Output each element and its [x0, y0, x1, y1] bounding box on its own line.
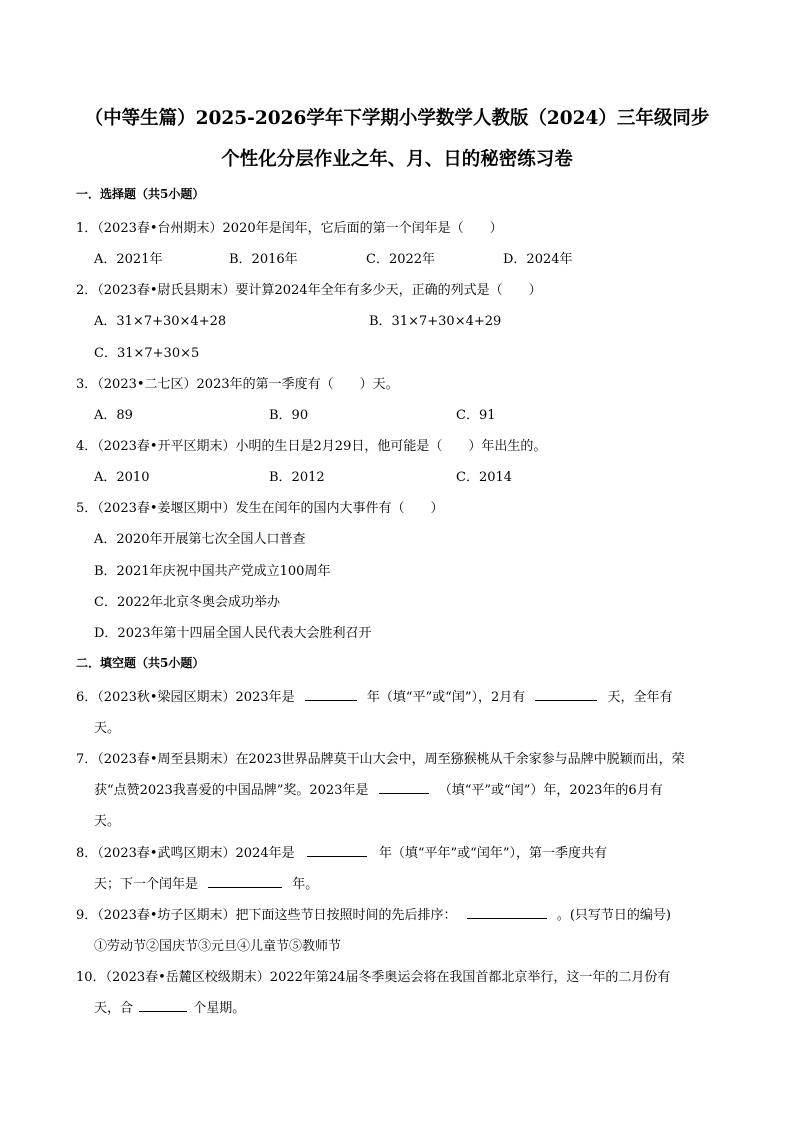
question-5-option-b: B．2021年庆祝中国共产党成立100周年	[94, 564, 331, 579]
question-6-line-2	[94, 717, 120, 736]
question-5-option-a: A．2020年开展第七次全国人口普查	[94, 532, 306, 547]
question-3-stem: 3．（2023•二七区）2023年的第一季度有（ ）天。	[76, 377, 399, 392]
question-3-option-c: C．91	[456, 408, 496, 423]
question-7-line-1: 7．（2023春•周至县期末）在2023世界品牌莫干山大会中，周至猕猴桃从千余家参与品牌中脱颖而出，荣	[76, 752, 685, 767]
question-8-line-1	[76, 842, 607, 861]
question-9-text-b: 。(只写节日的编号)	[556, 908, 671, 923]
question-10-blank[interactable]	[139, 999, 187, 1012]
question-8-line-2	[94, 873, 318, 892]
question-3-option-a: A．89	[94, 408, 133, 423]
page-subtitle: 个性化分层作业之年、月、日的秘密练习卷	[221, 149, 573, 170]
question-4-option-a: A．2010	[94, 470, 150, 485]
question-1-option-a: A．2021年	[94, 252, 163, 267]
question-9-items: ①劳动节②国庆节③元旦④儿童节⑤教师节	[94, 939, 342, 954]
question-6-line-1	[76, 686, 673, 705]
question-1-stem: 1．（2023春•台州期末）2020年是闰年，它后面的第一个闰年是（ ）	[76, 221, 503, 236]
question-2-option-b: B．31×7+30×4+29	[369, 314, 502, 329]
question-1-option-b: B．2016年	[229, 252, 298, 267]
question-4-option-c: C．2014	[456, 470, 513, 485]
question-6-text-c: 天，全年有	[607, 690, 673, 705]
question-8-text-c: 天；下一个闰年是	[94, 877, 199, 892]
question-4-stem: 4．（2023春•开平区期末）小明的生日是2月29日，他可能是（ ）年出生的。	[76, 439, 547, 454]
question-9-blank[interactable]	[467, 906, 547, 919]
question-9-text-a: 9．（2023春•坊子区期末）把下面这些节日按照时间的先后排序：	[76, 908, 457, 923]
question-8-blank-1[interactable]	[307, 844, 367, 857]
question-9-line-1	[76, 904, 671, 923]
question-7-blank-1[interactable]	[379, 781, 429, 794]
question-2-stem: 2．（2023春•尉氏县期末）要计算2024年全年有多少天，正确的列式是（ ）	[76, 283, 542, 298]
question-4-option-b: B．2012	[269, 470, 325, 485]
question-1-option-c: C．2022年	[366, 252, 436, 267]
question-6-blank-1[interactable]	[305, 688, 357, 701]
question-6-text-d: 天。	[94, 721, 121, 736]
page-title: （中等生篇）2025-2026学年下学期小学数学人教版（2024）三年级同步	[84, 108, 710, 129]
section-fill-heading: 二．填空题（共5小题）	[76, 656, 205, 670]
question-8-text-b: 年（填“平年”或“闰年”），第一季度共有	[378, 846, 607, 861]
question-5-stem: 5．（2023春•姜堰区期中）发生在闰年的国内大事件有（ ）	[76, 501, 444, 516]
question-7-line-3: 天。	[94, 814, 121, 829]
question-8-blank-2[interactable]	[208, 875, 282, 888]
question-5-option-d: D．2023年第十四届全国人民代表大会胜利召开	[94, 626, 372, 641]
question-2-option-a: A．31×7+30×4+28	[94, 314, 227, 329]
question-1-option-d: D．2024年	[503, 252, 573, 267]
question-6-blank-2[interactable]	[535, 688, 597, 701]
question-8-text-a: 8．（2023春•武鸣区期末）2024年是	[76, 846, 295, 861]
question-6-text-a: 6．（2023秋•梁园区期末）2023年是	[76, 690, 295, 705]
question-2-option-c: C．31×7+30×5	[94, 346, 200, 361]
question-3-option-b: B．90	[269, 408, 309, 423]
question-6-text-b: 年（填“平”或“闰”），2月有	[366, 690, 526, 705]
question-7-text-b: （填“平”或“闰”）年，2023年的6月有	[438, 783, 663, 798]
question-10-text-b: 个星期。	[193, 1001, 246, 1016]
question-10-line-2	[94, 997, 245, 1016]
question-10-line-1: 10．（2023春•岳麓区校级期末）2022年第24届冬季奥运会将在我国首都北京举行，这一年的二月份有	[76, 970, 671, 985]
question-5-option-c: C．2022年北京冬奥会成功举办	[94, 595, 281, 610]
question-10-text-a: 天，合	[94, 1001, 134, 1016]
question-8-text-d: 年。	[292, 877, 319, 892]
question-7-line-2	[94, 779, 663, 798]
question-7-text-a: 获“点赞2023我喜爱的中国品牌”奖。2023年是	[94, 783, 369, 798]
section-choice-heading: 一．选择题（共5小题）	[76, 187, 205, 201]
